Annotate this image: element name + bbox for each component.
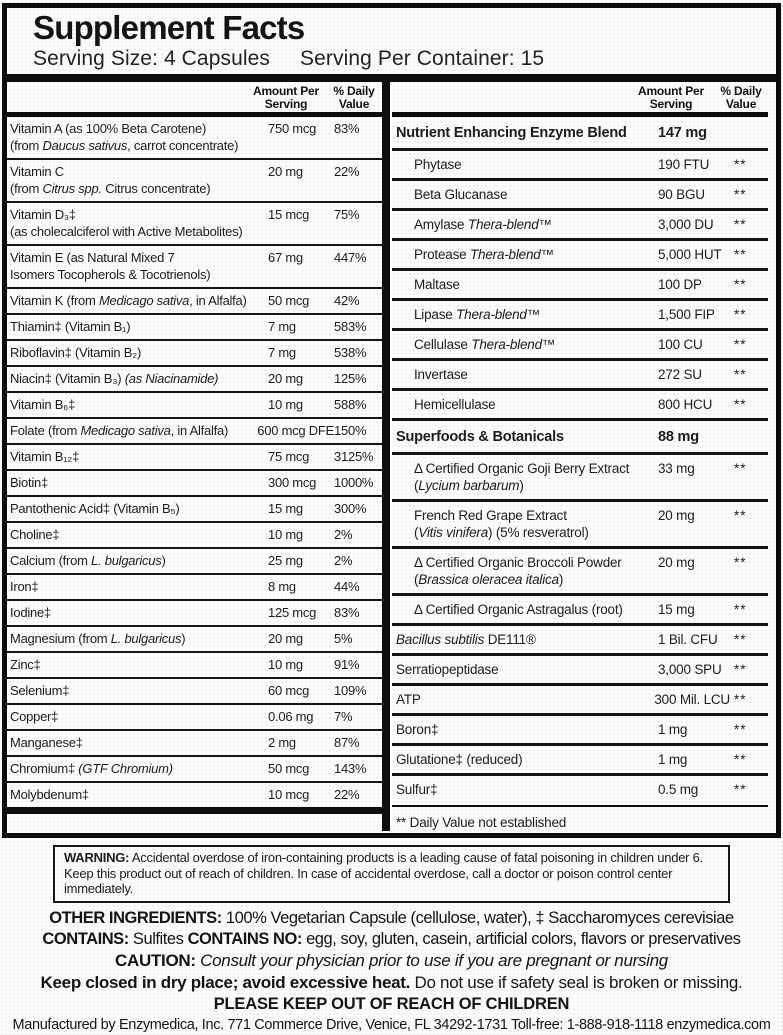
ingredient-name: Chromium‡ (GTF Chromium): [10, 761, 173, 776]
amount-value: 20 mg: [268, 631, 303, 646]
ingredient-name: Vitamin B₁₂‡: [10, 449, 80, 464]
supplement-row: [7, 117, 382, 160]
ingredient-name: Choline‡: [10, 527, 60, 542]
supplement-row: [7, 289, 382, 315]
daily-value: 5%: [334, 631, 353, 646]
ingredient-name: Lipase Thera-blend™: [414, 307, 541, 322]
left-column-rows: [7, 117, 382, 807]
daily-value: 143%: [334, 761, 367, 776]
ingredient-name: Vitamin E (as Natural Mixed 7 Isomers Tocopherols & Tocotrienols): [10, 250, 211, 282]
daily-value: **: [734, 602, 747, 617]
supplement-row: [392, 656, 768, 686]
supplement-facts-panel: [2, 3, 781, 838]
daily-value: **: [734, 157, 747, 172]
daily-value: 109%: [334, 683, 367, 698]
daily-value: 2%: [334, 527, 353, 542]
ingredient-name: Cellulase Thera-blend™: [414, 337, 556, 352]
ingredient-name: French Red Grape Extract (Vitis vinifera) (5% resveratrol): [414, 508, 589, 540]
daily-value: 83%: [334, 121, 360, 136]
amount-value: 3,000 DU: [658, 217, 714, 232]
supplement-row: [392, 502, 768, 549]
amount-value: 88 mg: [658, 429, 699, 445]
ingredient-name: Zinc‡: [10, 657, 41, 672]
daily-value: **: [734, 277, 747, 292]
daily-value: **: [734, 397, 747, 412]
amount-value: 10 mg: [268, 657, 303, 672]
supplement-row: [7, 731, 382, 757]
caution-line: CAUTION: Consult your physician prior to use if you are pregnant or nursing: [115, 950, 668, 970]
ingredient-name: Iron‡: [10, 579, 39, 594]
supplement-row: [7, 575, 382, 601]
warning-text: Accidental overdose of iron-containing products is a leading cause of fatal poisoning in children under 6. Keep this product out of reach of children. In case of accidental overdose, call a doctor or poison control center immediately.: [64, 850, 703, 896]
contains-line: CONTAINS: Sulfites CONTAINS NO: egg, soy, gluten, casein, artificial colors, flavors or preservatives: [42, 929, 741, 948]
supplement-row: [7, 601, 382, 627]
amount-value: 33 mg: [658, 461, 695, 476]
amount-value: 60 mcg: [268, 683, 310, 698]
ingredient-name: Molybdenum‡: [10, 787, 89, 802]
ingredient-name: Amylase Thera-blend™: [414, 217, 552, 232]
amount-value: 0.5 mg: [658, 782, 699, 797]
ingredient-name: Vitamin A (as 100% Beta Carotene) (from Daucus sativus, carrot concentrate): [10, 121, 239, 153]
supplement-row: [392, 331, 768, 361]
daily-value-header: % Daily Value: [333, 84, 375, 111]
ingredient-name: ATP: [396, 692, 421, 707]
supplement-row: [7, 471, 382, 497]
ingredient-name: Iodine‡: [10, 605, 51, 620]
supplement-row: [392, 391, 768, 421]
page-title: Supplement Facts: [33, 9, 305, 46]
supplement-row: [7, 679, 382, 705]
ingredient-name: Riboflavin‡ (Vitamin B₂): [10, 345, 142, 360]
daily-value: 588%: [334, 397, 367, 412]
amount-value: 125 mcg: [268, 605, 317, 620]
supplement-row: [7, 160, 382, 203]
ingredient-name: Vitamin K (from Medicago sativa, in Alfalfa): [10, 293, 247, 308]
daily-value: 300%: [334, 501, 367, 516]
facts-columns: [7, 82, 776, 831]
amount-value: 1,500 FIP: [658, 307, 715, 322]
daily-value: **: [734, 508, 747, 523]
supplement-row: [392, 241, 768, 271]
amount-value: 10 mg: [268, 397, 303, 412]
supplement-row: [7, 783, 382, 807]
ingredient-name: Niacin‡ (Vitamin B₃) (as Niacinamide): [10, 371, 219, 386]
supplement-row: [392, 686, 768, 716]
amount-value: 100 DP: [658, 277, 702, 292]
amount-value: 300 Mil. LCU: [654, 692, 730, 707]
ingredient-name: Calcium (from L. bulgaricus): [10, 553, 166, 568]
right-column-rows: [392, 117, 768, 803]
daily-value: 583%: [334, 319, 367, 334]
supplement-row: [392, 211, 768, 241]
blend-section-row: [392, 421, 768, 455]
supplement-row: [392, 181, 768, 211]
keep-out-of-reach-line: PLEASE KEEP OUT OF REACH OF CHILDREN: [213, 994, 570, 1013]
ingredient-name: Beta Glucanase: [414, 187, 508, 202]
blend-section-row: [392, 117, 768, 151]
ingredient-name: Invertase: [414, 367, 468, 382]
amount-value: 3,000 SPU: [658, 662, 722, 677]
ingredient-name: Manganese‡: [10, 735, 83, 750]
ingredient-name: Folate (from Medicago sativa, in Alfalfa): [10, 423, 229, 438]
daily-value: 22%: [334, 164, 360, 179]
amount-value: 50 mcg: [268, 761, 310, 776]
amount-value: 1 mg: [658, 722, 688, 737]
ingredient-name: Glutatione‡ (reduced): [396, 752, 523, 767]
supplement-row: [392, 776, 768, 803]
amount-value: 750 mcg: [268, 121, 317, 136]
daily-value: 447%: [334, 250, 367, 265]
amount-value: 272 SU: [658, 367, 702, 382]
ingredient-name: Magnesium (from L. bulgaricus): [10, 631, 186, 646]
amount-value: 25 mg: [268, 553, 303, 568]
daily-value: 538%: [334, 345, 367, 360]
amount-value: 2 mg: [268, 735, 296, 750]
supplement-row: [7, 367, 382, 393]
supplement-row: [7, 393, 382, 419]
amount-value: 15 mg: [268, 501, 303, 516]
column-divider: [382, 82, 390, 831]
daily-value: **: [734, 187, 747, 202]
amount-value: 7 mg: [268, 319, 296, 334]
supplement-row: [7, 497, 382, 523]
amount-value: 10 mg: [268, 527, 303, 542]
manufacturer-line: Manufactured by Enzymedica, Inc. 771 Commerce Drive, Venice, FL 34292-1731 Toll-free: 1-888-918-1118 enzymedica.com: [12, 1016, 771, 1033]
supplement-row: [7, 203, 382, 246]
supplement-row: [7, 315, 382, 341]
ingredient-name: Boron‡: [396, 722, 439, 737]
amount-per-serving-header: Amount Per Serving: [252, 84, 319, 111]
left-column: [7, 82, 382, 831]
ingredient-name: Serratiopeptidase: [396, 662, 499, 677]
ingredient-name: Sulfur‡: [396, 782, 438, 797]
amount-value: 7 mg: [268, 345, 296, 360]
amount-per-serving-header: Amount Per Serving: [637, 84, 704, 111]
daily-value: 87%: [334, 735, 360, 750]
amount-value: 10 mcg: [268, 787, 310, 802]
ingredient-name: Phytase: [414, 157, 462, 172]
daily-value: 1000%: [334, 475, 374, 490]
ingredient-name: Selenium‡: [10, 683, 70, 698]
supplement-row: [392, 716, 768, 746]
storage-line: Keep closed in dry place; avoid excessive heat. Do not use if safety seal is broken or missing.: [40, 972, 743, 992]
supplement-row: [7, 445, 382, 471]
amount-value: 15 mg: [658, 602, 695, 617]
ingredient-name: Δ Certified Organic Broccoli Powder (Brassica oleracea italica): [414, 555, 622, 587]
daily-value: 83%: [334, 605, 360, 620]
supplement-row: [392, 455, 768, 502]
supplement-row: [7, 757, 382, 783]
right-column: [390, 82, 776, 831]
ingredient-name: Maltase: [414, 277, 460, 292]
ingredient-name: Δ Certified Organic Goji Berry Extract (Lycium barbarum): [414, 461, 630, 493]
amount-value: 75 mcg: [268, 449, 310, 464]
warning-label: WARNING:: [64, 850, 130, 865]
daily-value: 75%: [334, 207, 360, 222]
supplement-row: [7, 523, 382, 549]
supplement-row: [392, 549, 768, 596]
amount-value: 5,000 HUT: [658, 247, 722, 262]
daily-value: 91%: [334, 657, 360, 672]
amount-value: 20 mg: [268, 164, 303, 179]
ingredient-name: Pantothenic Acid‡ (Vitamin B₅): [10, 501, 180, 516]
amount-value: 100 CU: [658, 337, 703, 352]
supplement-row: [392, 271, 768, 301]
ingredient-name: Biotin‡: [10, 475, 48, 490]
ingredient-name: Vitamin D₃‡ (as cholecalciferol with Active Metabolites): [10, 207, 243, 239]
amount-value: 8 mg: [268, 579, 296, 594]
amount-value: 190 FTU: [658, 157, 710, 172]
ingredient-name: Δ Certified Organic Astragalus (root): [414, 602, 623, 617]
daily-value: **: [734, 307, 747, 322]
amount-value: 50 mcg: [268, 293, 310, 308]
supplement-row: [392, 301, 768, 331]
ingredient-name: Copper‡: [10, 709, 59, 724]
supplement-row: [7, 627, 382, 653]
servings-per-container: Serving Per Container: 15: [300, 47, 545, 70]
left-column-header: [7, 82, 382, 117]
amount-value: 20 mg: [268, 371, 303, 386]
amount-value: 20 mg: [658, 508, 695, 523]
panel-header: [7, 8, 776, 71]
amount-value: 600 mcg DFE: [257, 423, 334, 438]
supplement-row: [7, 549, 382, 575]
amount-value: 0.06 mg: [268, 709, 314, 724]
daily-value: **: [734, 752, 747, 767]
daily-value: 42%: [334, 293, 360, 308]
left-column-end-bar: [7, 807, 382, 814]
amount-value: 15 mcg: [268, 207, 310, 222]
right-column-header: [392, 82, 768, 117]
header-divider-bar: [7, 74, 776, 82]
daily-value: 2%: [334, 553, 353, 568]
amount-value: 300 mcg: [268, 475, 317, 490]
daily-value: **: [734, 247, 747, 262]
daily-value: 22%: [334, 787, 360, 802]
daily-value: 7%: [334, 709, 353, 724]
supplement-row: [7, 705, 382, 731]
supplement-row: [392, 596, 768, 626]
ingredient-name: Hemicellulase: [414, 397, 496, 412]
daily-value: 44%: [334, 579, 360, 594]
amount-value: 1 Bil. CFU: [658, 632, 718, 647]
amount-value: 67 mg: [268, 250, 303, 265]
daily-value: 150%: [334, 423, 367, 438]
supplement-row: [392, 361, 768, 391]
serving-size: Serving Size: 4 Capsules: [33, 47, 271, 70]
daily-value: **: [734, 722, 747, 737]
amount-value: 147 mg: [658, 125, 707, 141]
daily-value: 125%: [334, 371, 367, 386]
supplement-row: [7, 419, 382, 445]
daily-value: **: [734, 337, 747, 352]
ingredient-name: Bacillus subtilis DE111®: [396, 632, 536, 647]
daily-value: **: [734, 367, 747, 382]
amount-value: 20 mg: [658, 555, 695, 570]
ingredient-name: Superfoods & Botanicals: [396, 429, 564, 445]
supplement-row: [392, 626, 768, 656]
amount-value: 90 BGU: [658, 187, 705, 202]
supplement-row: [392, 746, 768, 776]
ingredient-name: Thiamin‡ (Vitamin B₁): [10, 319, 131, 334]
daily-value: **: [734, 217, 747, 232]
daily-value-header: % Daily Value: [720, 84, 762, 111]
daily-value: **: [734, 782, 747, 797]
other-ingredients-line: OTHER INGREDIENTS: 100% Vegetarian Capsule (cellulose, water), ‡ Saccharomyces cerevisiae: [49, 908, 734, 927]
amount-value: 800 HCU: [658, 397, 713, 412]
daily-value: 3125%: [334, 449, 374, 464]
daily-value: **: [734, 692, 747, 707]
serving-line: [33, 47, 762, 71]
ingredient-name: Vitamin C (from Citrus spp. Citrus concentrate): [10, 164, 211, 196]
supplement-row: [7, 653, 382, 679]
daily-value: **: [734, 555, 747, 570]
daily-value: **: [734, 632, 747, 647]
warning-box: [53, 845, 730, 903]
supplement-row: [7, 341, 382, 367]
supplement-row: [392, 151, 768, 181]
footer-lines: [0, 908, 783, 1035]
daily-value-footnote: ** Daily Value not established: [396, 815, 567, 830]
supplement-row: [7, 246, 382, 289]
daily-value: **: [734, 461, 747, 476]
ingredient-name: Nutrient Enhancing Enzyme Blend: [396, 125, 627, 141]
amount-value: 1 mg: [658, 752, 688, 767]
ingredient-name: Protease Thera-blend™: [414, 247, 554, 262]
ingredient-name: Vitamin B₆‡: [10, 397, 76, 412]
daily-value: **: [734, 662, 747, 677]
